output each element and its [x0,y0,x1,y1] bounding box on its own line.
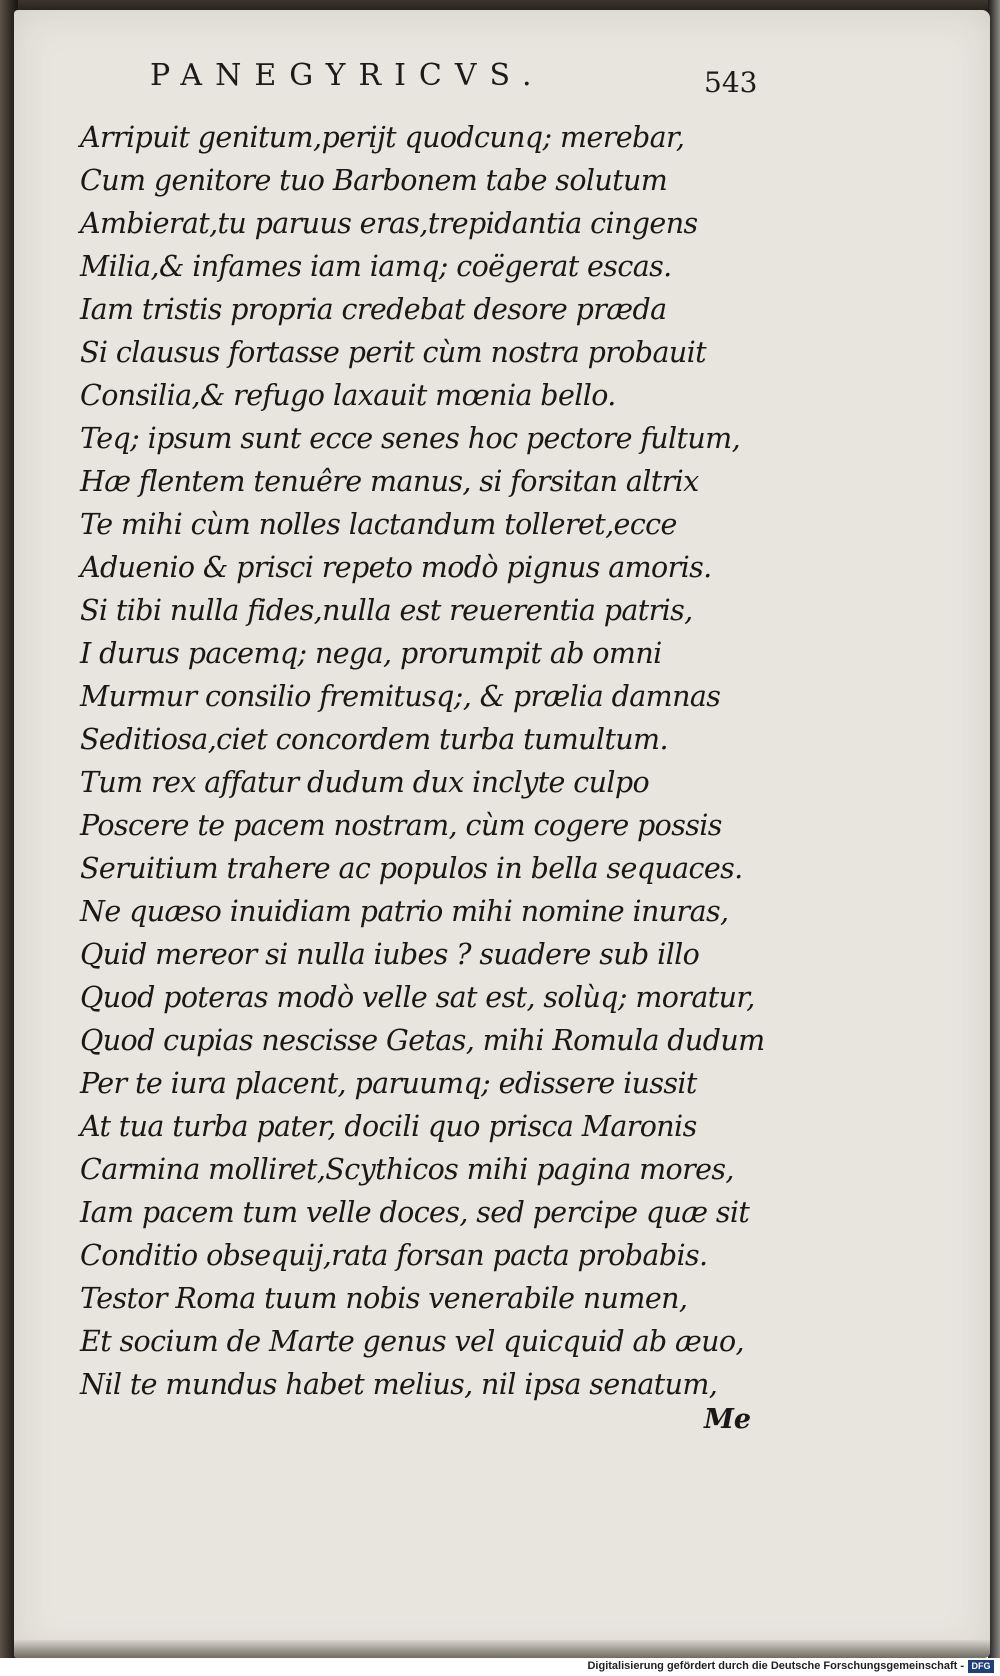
verse-line: Arripuit genitum,perijt quodcunq; merebar, [80,121,685,154]
verse-line: Iam tristis propria credebat desore præda [80,293,667,326]
verse-line: Seruitium trahere ac populos in bella sequaces. [80,852,743,885]
page-bottom-edge [14,1640,990,1658]
dfg-logo: DFG [968,1660,994,1673]
verse-line: I durus pacemq; nega, prorumpit ab omni [80,637,662,670]
verse-line: Quid mereor si nulla iubes ? suadere sub illo [80,938,700,971]
verse-block [80,116,765,1406]
verse-line: Quod cupias nescisse Getas, mihi Romula dudum [80,1024,765,1057]
verse-line: Te mihi cùm nolles lactandum tolleret,ecce [80,508,677,541]
verse-line: Testor Roma tuum nobis venerabile numen, [80,1282,688,1315]
verse-line: Ne quæso inuidiam patrio mihi nomine inuras, [80,895,729,928]
verse-line: Iam pacem tum velle doces, sed percipe quæ sit [80,1196,750,1229]
verse-line: At tua turba pater, docili quo prisca Maronis [80,1110,697,1143]
verse-line: Aduenio & prisci repeto modò pignus amoris. [80,551,712,584]
catchword: Me [704,1404,752,1435]
verse-line: Cum genitore tuo Barbonem tabe solutum [80,164,668,197]
verse-line: Tum rex affatur dudum dux inclyte culpo [80,766,650,799]
verse-line: Nil te mundus habet melius, nil ipsa senatum, [80,1368,718,1401]
verse-line: Si tibi nulla fides,nulla est reuerentia patris, [80,594,693,627]
verse-line: Quod poteras modò velle sat est, solùq; moratur, [80,981,755,1014]
verse-line: Hæ flentem tenuêre manus, si forsitan altrix [80,465,699,498]
verse-line: Carmina molliret,Scythicos mihi pagina mores, [80,1153,734,1186]
running-head: PANEGYRICVS. [150,58,545,93]
verse-line: Ambierat,tu paruus eras,trepidantia cingens [80,207,698,240]
verse-line: Murmur consilio fremitusq;, & prælia damnas [80,680,721,713]
page-number: 543 [704,66,758,99]
verse-line: Si clausus fortasse perit cùm nostra probauit [80,336,706,369]
verse-line: Milia,& infames iam iamq; coëgerat escas. [80,250,672,283]
verse-line: Consilia,& refugo laxauit mœnia bello. [80,379,616,412]
verse-line: Teq; ipsum sunt ecce senes hoc pectore fultum, [80,422,741,455]
verse-line: Et socium de Marte genus vel quicquid ab æuo, [80,1325,744,1358]
verse-line: Seditiosa,ciet concordem turba tumultum. [80,723,668,756]
verse-line: Per te iura placent, paruumq; edissere iussit [80,1067,697,1100]
verse-line: Poscere te pacem nostram, cùm cogere possis [80,809,722,842]
verse-line: Conditio obsequij,rata forsan pacta probabis. [80,1239,708,1272]
digitization-credit: Digitalisierung gefördert durch die Deutsche Forschungsgemeinschaft - [587,1660,964,1672]
